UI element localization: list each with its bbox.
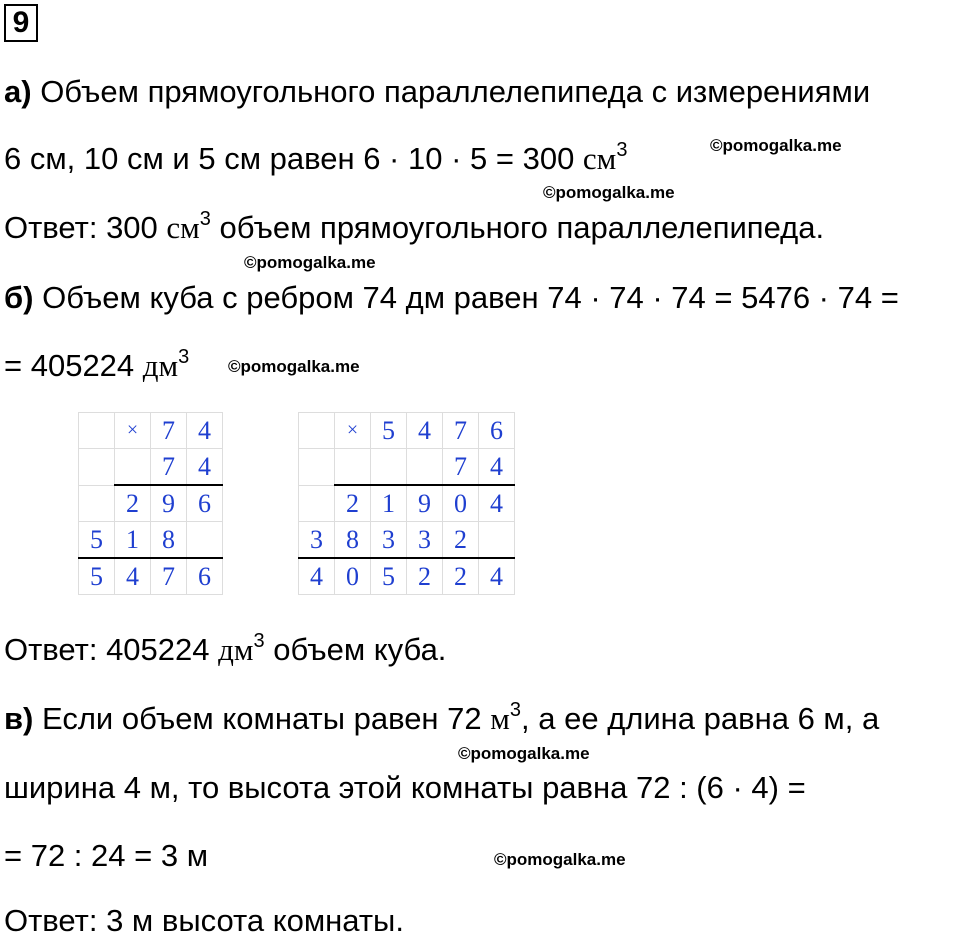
calc2-cell: 6 (479, 413, 515, 449)
part-b-text1: Объем куба с ребром 74 дм равен 74 · 74 · 74 = 5476 · 74 = (33, 280, 899, 315)
part-a-text1: Объем прямоугольного параллелепипеда с измерениями (31, 74, 871, 109)
calc2-row-1 (299, 413, 515, 449)
part-b-label: б) (4, 280, 34, 315)
part-b-unit: дм (142, 348, 179, 383)
part-a-unit: см (582, 141, 617, 176)
part-c-line2: ширина 4 м, то высота этой комнаты равна 72 : (6 · 4) = (4, 770, 806, 805)
calc2-cell: 9 (407, 485, 443, 522)
calc1-row-5 (79, 558, 223, 595)
calc2-cell (299, 413, 335, 449)
calc2-cell: 4 (407, 413, 443, 449)
calc2-cell: 2 (443, 558, 479, 595)
calc2-cell (299, 449, 335, 486)
calc1-cell (187, 522, 223, 559)
calc1-cell: 5 (79, 522, 115, 559)
part-a-answer-post: объем прямоугольного параллелепипеда. (210, 210, 825, 245)
part-a-label: а) (4, 74, 32, 109)
calc2-row-3 (299, 485, 515, 522)
watermark: ©pomogalka.me (244, 253, 376, 272)
part-c-line3: = 72 : 24 = 3 м (4, 838, 209, 873)
part-b-answer-post: объем куба. (264, 632, 447, 667)
task-number: 9 (4, 4, 38, 42)
multiplication-5476x74 (298, 412, 515, 595)
part-c-answer: Ответ: 3 м высота комнаты. (4, 903, 404, 938)
calc1-row-4 (79, 522, 223, 559)
watermark: ©pomogalka.me (543, 183, 675, 202)
part-c-line1 (4, 698, 880, 736)
calc2-cell: 2 (335, 485, 371, 522)
calc1-cell: 4 (115, 558, 151, 595)
calc1-cell: 9 (151, 485, 187, 522)
watermark: ©pomogalka.me (458, 744, 590, 763)
part-b-line1 (4, 282, 899, 313)
calc1-cell: 6 (187, 485, 223, 522)
part-b-text2: = 405224 (4, 348, 143, 383)
calc1-cell: 7 (151, 413, 187, 449)
part-b-exp: 3 (178, 345, 190, 368)
calc1-cell: 4 (187, 413, 223, 449)
calc2-cell (407, 449, 443, 486)
watermark: ©pomogalka.me (494, 850, 626, 869)
calc2-cell (335, 449, 371, 486)
part-a-line1 (4, 76, 870, 107)
part-a-line2 (4, 138, 628, 176)
part-a-answer-exp: 3 (199, 207, 211, 230)
calc2-cell: 3 (371, 522, 407, 559)
calc1-cell: 8 (151, 522, 187, 559)
calc2-row-4 (299, 522, 515, 559)
calc2-cell: 5 (371, 413, 407, 449)
calc1-row-2 (79, 449, 223, 486)
calc1-row-3 (79, 485, 223, 522)
calc2-cell: 4 (479, 485, 515, 522)
watermark: ©pomogalka.me (228, 357, 360, 376)
part-c-text1-post: , а ее длина равна 6 м, а (521, 701, 880, 736)
calc2-cell: 1 (371, 485, 407, 522)
multiplication-74x74 (78, 412, 223, 595)
calc1-cell (79, 485, 115, 522)
calc2-cell (299, 485, 335, 522)
part-c-unit: м (490, 701, 510, 736)
calc2-cell: 8 (335, 522, 371, 559)
calc2-cell: 2 (407, 558, 443, 595)
part-b-answer-unit: дм (218, 632, 254, 667)
calc1-cell (79, 413, 115, 449)
calc1-row-1 (79, 413, 223, 449)
calc2-cell: 5 (371, 558, 407, 595)
calc2-cell: 0 (335, 558, 371, 595)
part-a-answer (4, 207, 825, 245)
calc2-cell: 3 (407, 522, 443, 559)
part-c-label: в) (4, 701, 34, 736)
calc1-cell: 6 (187, 558, 223, 595)
part-b-answer-pre: Ответ: 405224 (4, 632, 219, 667)
calc1-cell: 1 (115, 522, 151, 559)
calc2-cell: 7 (443, 413, 479, 449)
calc2-cell: 4 (299, 558, 335, 595)
part-c-text1-pre: Если объем комнаты равен 72 (33, 701, 491, 736)
part-b-line2 (4, 345, 190, 383)
calc2-cell: 2 (443, 522, 479, 559)
calc2-cell: 4 (479, 449, 515, 486)
calc1-cell (115, 449, 151, 486)
calc2-cell (371, 449, 407, 486)
calc2-row-2 (299, 449, 515, 486)
calc2-cell: 3 (299, 522, 335, 559)
watermark: ©pomogalka.me (710, 136, 842, 155)
part-b-answer (4, 629, 447, 667)
calc1-cell: 4 (187, 449, 223, 486)
part-a-text2: 6 см, 10 см и 5 см равен 6 · 10 · 5 = 300 (4, 141, 583, 176)
calc1-cell: 7 (151, 449, 187, 486)
part-a-answer-pre: Ответ: 300 (4, 210, 167, 245)
part-c-exp: 3 (509, 698, 522, 721)
calc1-cell: 5 (79, 558, 115, 595)
calc2-cell: 7 (443, 449, 479, 486)
part-a-exp: 3 (616, 138, 628, 161)
calc2-cell: 4 (479, 558, 515, 595)
part-a-answer-unit: см (166, 210, 200, 245)
part-b-answer-exp: 3 (253, 629, 265, 652)
calc2-cell (479, 522, 515, 559)
multiply-sign: × (335, 413, 371, 449)
calc2-cell: 0 (443, 485, 479, 522)
calc2-row-5 (299, 558, 515, 595)
multiply-sign: × (115, 413, 151, 449)
calc1-cell (79, 449, 115, 486)
calc1-cell: 2 (115, 485, 151, 522)
calc1-cell: 7 (151, 558, 187, 595)
